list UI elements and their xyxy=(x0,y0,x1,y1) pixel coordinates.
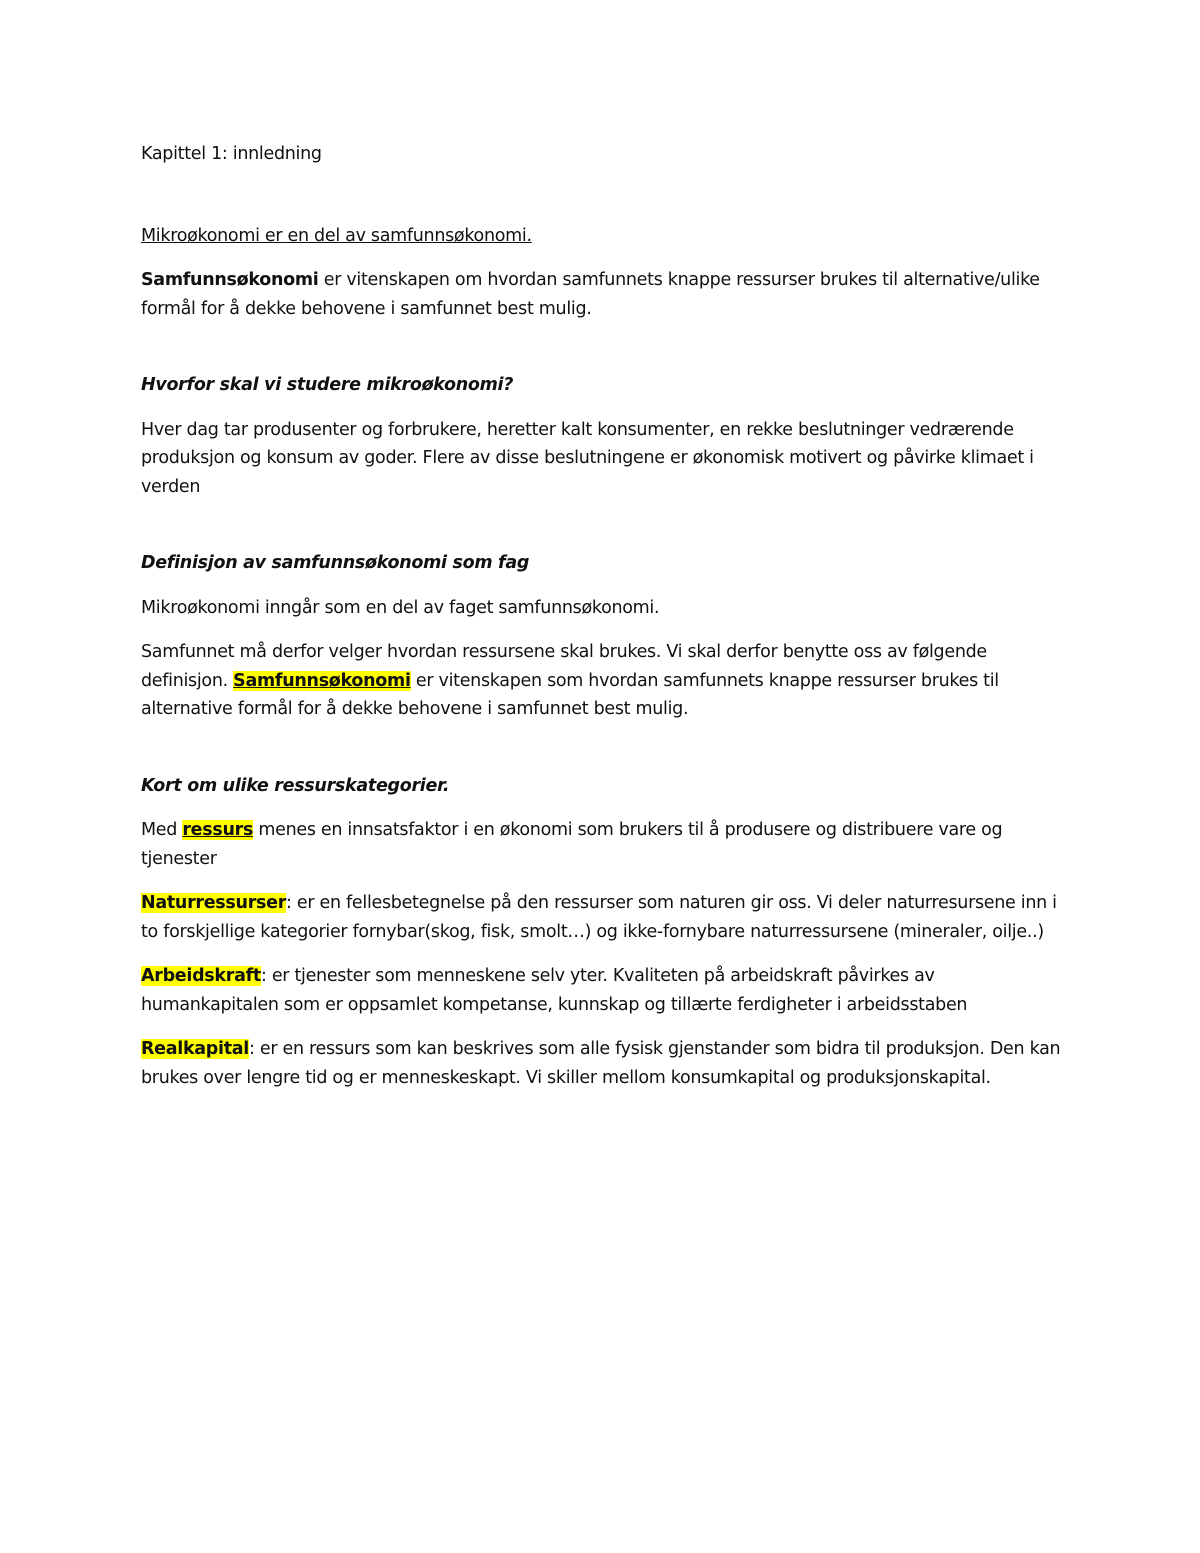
ressurs-before: Med xyxy=(141,820,183,840)
paragraph-definition-2 xyxy=(141,638,1066,724)
definition-paragraph-1 xyxy=(141,266,1066,323)
highlighted-term-samfunnsokonomi: Samfunnsøkonomi xyxy=(233,670,411,691)
highlighted-term-arbeidskraft: Arbeidskraft xyxy=(141,966,261,986)
heading-definition: Definisjon av samfunnsøkonomi som fag xyxy=(141,553,530,573)
arbeidskraft-text: : er tjenester som menneskene selv yter. Kvaliteten på arbeidskraft påvirkes av humankapitalen som er oppsamlet kompetanse, kunnskap og tillærte ferdigheter i arbeidsstaben xyxy=(141,966,968,1015)
ressurs-after: menes en innsatsfaktor i en økonomi som brukers til å produsere og distribuere vare og tjenester xyxy=(141,820,1003,869)
highlighted-term-ressurs: ressurs xyxy=(182,820,254,840)
definition-text-1: er vitenskapen om hvordan samfunnets knappe ressurser brukes til alternative/ulike formål for å dekke behovene i samfunnet best mulig. xyxy=(141,270,1040,319)
intro-line: Mikroøkonomi er en del av samfunnsøkonomi. xyxy=(141,225,532,246)
heading-resource-categories: Kort om ulike ressurskategorier. xyxy=(141,775,450,796)
definition-2-after: er vitenskapen som hvordan samfunnets knappe ressurser brukes til alternative formål for å dekke behovene i samfunnet best mulig. xyxy=(141,670,999,719)
naturressurser-text: : er en fellesbetegnelse på den ressurser som naturen gir oss. Vi deler naturresursene inn i to forskjellige kategorier fornybar(skog, fisk, smolt…) og ikke-fornybare naturressursene (mineraler, oilje..) xyxy=(141,893,1057,942)
paragraph-ressurs xyxy=(141,816,1066,873)
highlighted-term-realkapital: Realkapital xyxy=(141,1039,249,1059)
definition-2-before: Samfunnet må derfor velger hvordan ressursene skal brukes. Vi skal derfor benytte oss av følgende definisjon. xyxy=(141,642,987,691)
paragraph-naturressurser xyxy=(141,889,1066,946)
paragraph-why-study: Hver dag tar produsenter og forbrukere, heretter kalt konsumenter, en rekke beslutninger vedrærende produksjon og konsum av goder. Flere av disse beslutningene er økonomisk motivert og påvirke klimaet i verden xyxy=(141,419,1034,497)
definition-term-samfunnsokonomi: Samfunnsøkonomi xyxy=(141,270,319,290)
realkapital-text: : er en ressurs som kan beskrives som alle fysisk gjenstander som bidra til produksjon. Den kan brukes over lengre tid og er menneskeskapt. Vi skiller mellom konsumkapital og produksjonskapital. xyxy=(141,1039,1061,1088)
paragraph-mikro-part: Mikroøkonomi inngår som en del av faget samfunnsøkonomi. xyxy=(141,597,660,618)
chapter-title: Kapittel 1: innledning xyxy=(141,144,322,164)
paragraph-realkapital xyxy=(141,1035,1066,1092)
heading-why-study: Hvorfor skal vi studere mikroøkonomi? xyxy=(141,375,514,395)
paragraph-arbeidskraft xyxy=(141,962,1066,1019)
highlighted-term-naturressurser: Naturressurser xyxy=(141,893,287,913)
document-content xyxy=(141,140,1066,1108)
